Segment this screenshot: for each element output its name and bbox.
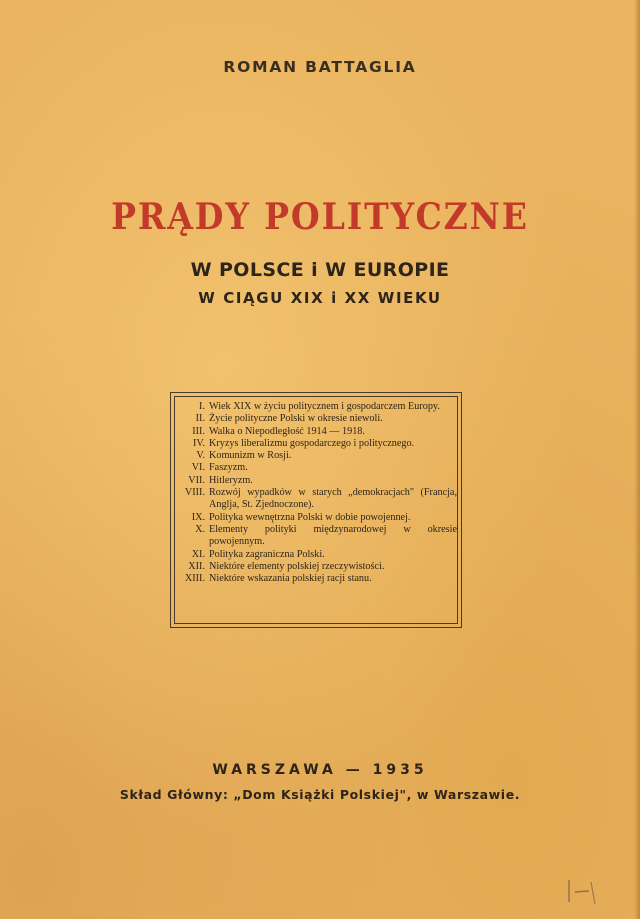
subtitle-line-1: W POLSCE i W EUROPIE — [190, 259, 450, 281]
toc-item-text: Życie polityczne Polski w okresie niewoli. — [209, 413, 383, 425]
toc-item — [175, 487, 457, 512]
toc-item — [175, 573, 457, 585]
toc-item-number: XII. — [188, 560, 205, 572]
toc-item-text: Polityka wewnętrzna Polski w dobie powojennej. — [209, 511, 411, 523]
toc-item-number: I. — [199, 401, 205, 412]
table-of-contents-box — [170, 392, 462, 628]
toc-item-text: Niektóre wskazania polskiej racji stanu. — [209, 573, 372, 585]
publisher-line: Skład Główny: „Dom Książki Polskiej", w Warszawie. — [119, 787, 521, 802]
toc-item-text: Niektóre elementy polskiej rzeczywistości. — [209, 560, 385, 572]
toc-item-text: Hitleryzm. — [209, 474, 253, 486]
handwritten-mark — [563, 872, 623, 908]
toc-item-number: V. — [196, 450, 205, 462]
toc-item-text: Walka o Niepodległość 1914 — 1918. — [209, 425, 365, 437]
toc-item-number: VII. — [188, 474, 205, 486]
toc-item — [175, 450, 457, 462]
toc-item-text: Wiek XIX w życiu politycznem i gospodarczem Europy. — [209, 401, 440, 412]
toc-item — [175, 413, 457, 425]
toc-item — [175, 512, 457, 524]
table-of-contents-list — [175, 401, 457, 585]
toc-item — [175, 462, 457, 474]
toc-item-text: Kryzys liberalizmu gospodarczego i politycznego. — [209, 437, 415, 449]
toc-item-number: II. — [195, 413, 205, 425]
toc-item — [175, 549, 457, 561]
toc-item — [175, 475, 457, 487]
toc-item — [175, 401, 457, 413]
toc-item-text: Polityka zagraniczna Polski. — [209, 548, 325, 560]
toc-item-number: X. — [195, 523, 205, 535]
book-title: PRĄDY POLITYCZNE — [111, 196, 529, 238]
toc-item-number: VI. — [191, 462, 205, 474]
toc-item — [175, 524, 457, 549]
author-name: ROMAN BATTAGLIA — [223, 58, 417, 76]
toc-item-number: III. — [192, 425, 205, 437]
page-edge-shadow — [634, 0, 640, 919]
toc-item-number: XIII. — [184, 573, 205, 585]
subtitle-line-2: W CIĄGU XIX i XX WIEKU — [198, 289, 442, 307]
place-and-year: WARSZAWA — 1935 — [212, 762, 428, 778]
toc-item-text: Komunizm w Rosji. — [209, 450, 292, 462]
toc-item-number: VIII. — [184, 487, 205, 499]
toc-item-number: IV. — [193, 437, 205, 449]
toc-item-text: Elementy polityki międzynarodowej w okresie powojennym. — [209, 523, 457, 548]
toc-item-number: XI. — [191, 548, 205, 560]
toc-item — [175, 561, 457, 573]
toc-item-number: IX. — [191, 511, 205, 523]
toc-item-text: Faszyzm. — [209, 462, 248, 474]
toc-item — [175, 438, 457, 450]
toc-item-text: Rozwój wypadków w starych „demokracjach" (Francja, Anglja, St. Zjednoczone). — [209, 487, 457, 511]
toc-item — [175, 426, 457, 438]
